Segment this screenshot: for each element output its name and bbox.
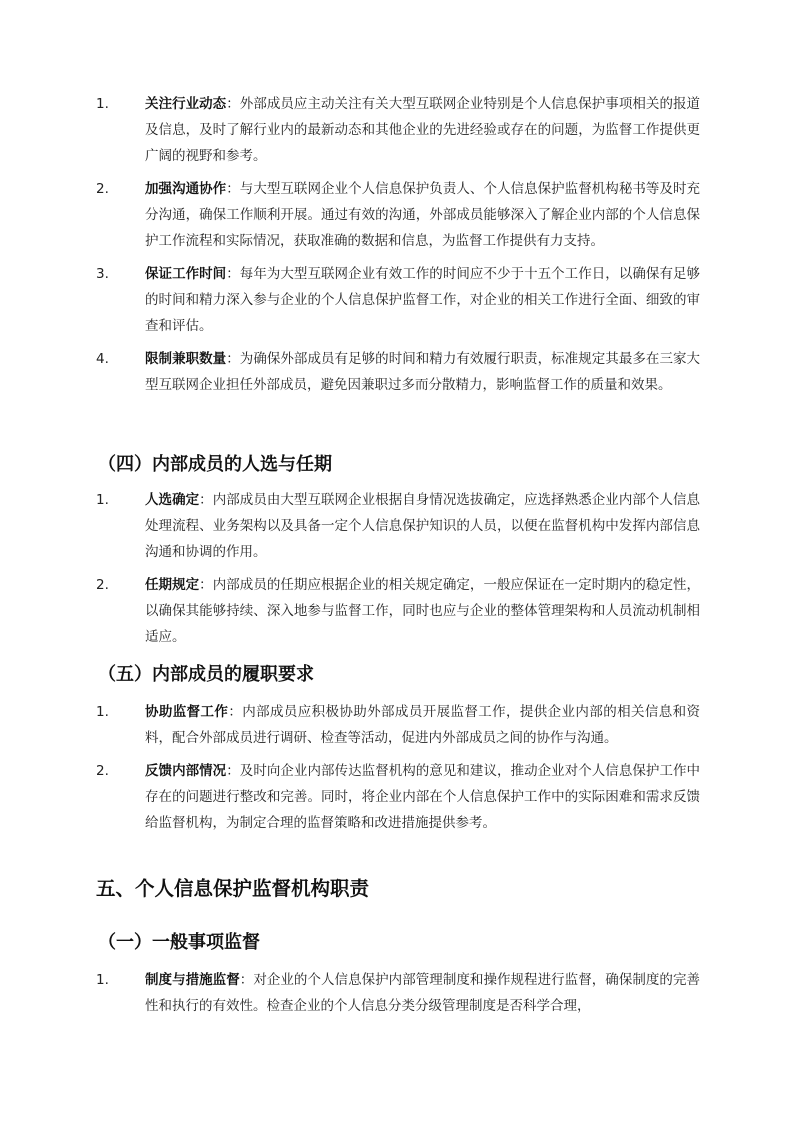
item-body: [145, 346, 700, 398]
item-number: 1.: [96, 96, 109, 112]
item-text: 与大型互联网企业个人信息保护负责人、个人信息保护监督机构秘书等及时充分沟通，确保工作顺利开展。通过有效的沟通，外部成员能够深入了解企业内部的个人信息保护工作流程和实际情况，获取准确的数据和信息，为监督工作提供有力支持。: [145, 181, 701, 249]
item-text: 内部成员由大型互联网企业根据自身情况选拔确定，应选择熟悉企业内部个人信息处理流程、业务架构以及具备一定个人信息保护知识的人员，以便在监督机构中发挥内部信息沟通和协调的作用。: [145, 492, 701, 560]
item-text: 及时向企业内部传达监督机构的意见和建议，推动企业对个人信息保护工作中存在的问题进行整改和完善。同时，将企业内部在个人信息保护工作中的实际困难和需求反馈给监督机构，为制定合理的监督策略和改进措施提供参考。: [145, 763, 701, 831]
chapter-5-list: [0, 967, 794, 1026]
list-item: [0, 967, 794, 1019]
item-term: 保证工作时间: [145, 266, 227, 282]
list-item: [0, 572, 794, 650]
list-item: [0, 91, 794, 169]
item-term: 协助监督工作: [145, 704, 229, 720]
item-number: 1.: [96, 704, 109, 720]
item-separator: ：: [226, 181, 240, 197]
item-term: 制度与措施监督: [145, 972, 240, 988]
section-heading-4: （四）内部成员的人选与任期: [98, 454, 332, 475]
section-4-list: [0, 487, 794, 657]
item-number: 1.: [96, 972, 109, 988]
section-heading-5: （五）内部成员的履职要求: [98, 664, 314, 685]
item-separator: ：: [228, 704, 243, 720]
list-item: [0, 758, 794, 836]
item-body: [145, 176, 700, 254]
item-number: 4.: [96, 351, 109, 367]
item-text: 为确保外部成员有足够的时间和精力有效履行职责，标准规定其最多在三家大型互联网企业担任外部成员，避免因兼职过多而分散精力，影响监督工作的质量和效果。: [145, 351, 701, 393]
section-3-list: [0, 91, 794, 405]
list-item: [0, 176, 794, 254]
item-body: [145, 967, 700, 1019]
item-separator: ：: [226, 763, 240, 779]
item-separator: ：: [239, 972, 254, 988]
item-term: 限制兼职数量: [145, 351, 227, 367]
item-separator: ：: [199, 492, 213, 508]
item-term: 关注行业动态: [145, 96, 227, 112]
item-separator: ：: [226, 266, 240, 282]
item-separator: ：: [226, 96, 240, 112]
item-number: 1.: [96, 492, 109, 508]
chapter-heading-5: 五、个人信息保护监督机构职责: [96, 877, 370, 900]
item-number: 2.: [96, 181, 109, 197]
item-body: [145, 91, 700, 169]
item-separator: ：: [199, 577, 213, 593]
list-item: [0, 487, 794, 565]
item-term: 反馈内部情况: [145, 763, 227, 779]
item-number: 2.: [96, 763, 109, 779]
item-body: [145, 758, 700, 836]
list-item: [0, 346, 794, 398]
item-text: 对企业的个人信息保护内部管理制度和操作规程进行监督，确保制度的完善性和执行的有效性。检查企业的个人信息分类分级管理制度是否科学合理，: [145, 972, 701, 1014]
item-body: [145, 487, 700, 565]
item-text: 内部成员的任期应根据企业的相关规定确定，一般应保证在一定时期内的稳定性，以确保其能够持续、深入地参与监督工作，同时也应与企业的整体管理架构和人员流动机制相适应。: [145, 577, 701, 645]
item-term: 加强沟通协作: [145, 181, 227, 197]
item-term: 任期规定: [145, 577, 200, 593]
item-text: 内部成员应积极协助外部成员开展监督工作，提供企业内部的相关信息和资料，配合外部成员进行调研、检查等活动，促进内外部成员之间的协作与沟通。: [145, 704, 701, 746]
list-item: [0, 261, 794, 339]
item-term: 人选确定: [145, 492, 200, 508]
item-body: [145, 699, 700, 751]
item-number: 2.: [96, 577, 109, 593]
list-item: [0, 699, 794, 751]
item-body: [145, 261, 700, 339]
item-number: 3.: [96, 266, 109, 282]
item-text: 每年为大型互联网企业有效工作的时间应不少于十五个工作日，以确保有足够的时间和精力深入参与企业的个人信息保护监督工作，对企业的相关工作进行全面、细致的审查和评估。: [145, 266, 701, 334]
section-5-list: [0, 699, 794, 843]
item-separator: ：: [226, 351, 240, 367]
section-heading-ch5-1: （一）一般事项监督: [98, 932, 260, 953]
item-body: [145, 572, 700, 650]
item-text: 外部成员应主动关注有关大型互联网企业特别是个人信息保护事项相关的报道及信息，及时了解行业内的最新动态和其他企业的先进经验或存在的问题，为监督工作提供更广阔的视野和参考。: [145, 96, 701, 164]
